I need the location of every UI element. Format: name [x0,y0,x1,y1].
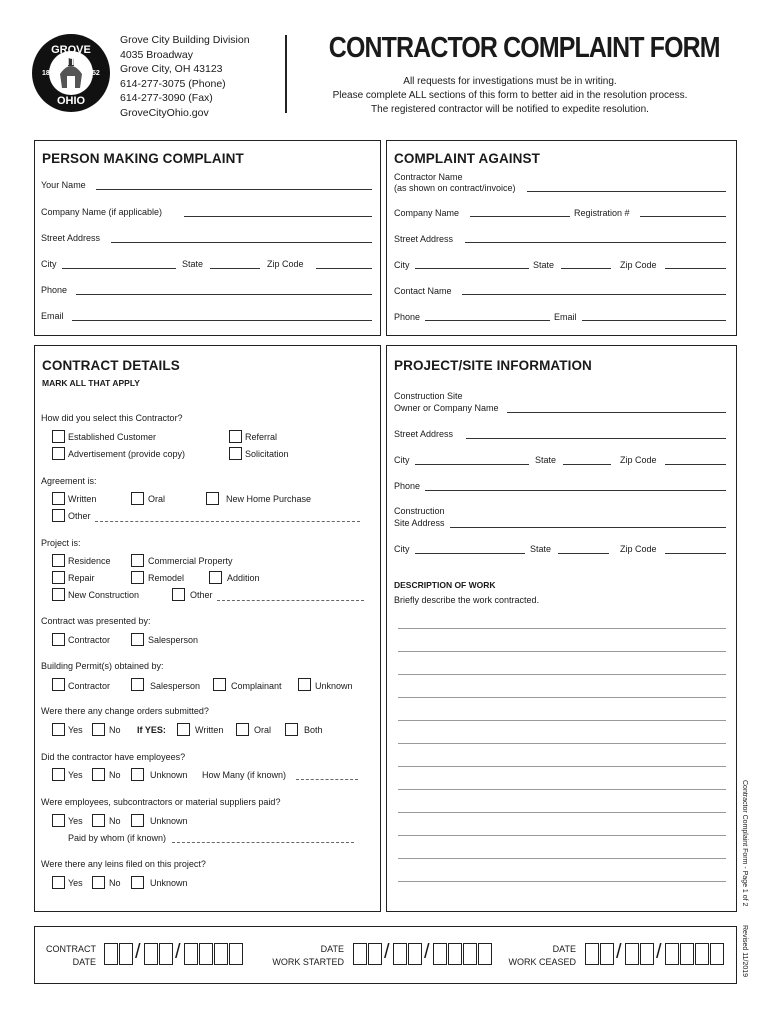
referral-label: Referral [245,432,278,442]
employees-no-label: No [109,770,121,780]
zip-label: Zip Code [267,259,304,269]
oral-checkbox[interactable] [131,492,144,505]
date-digit-box [463,943,477,965]
date-digit-box [229,943,243,965]
remodel-label: Remodel [148,573,185,583]
description-field[interactable] [398,610,726,900]
against-street-label: Street Address [394,234,454,244]
change-both-label: Both [304,725,323,735]
logo-text-bottom: OHIO [56,95,86,107]
against-zip-field[interactable] [665,268,726,269]
against-company-label: Company Name [394,208,460,218]
established-customer-checkbox[interactable] [52,430,65,443]
against-state-field[interactable] [561,268,611,269]
solicitation-checkbox[interactable] [229,447,242,460]
q-agreement: Agreement is: [41,476,97,486]
your-name-field[interactable] [96,189,372,190]
date-digit-box [353,943,367,965]
date-digit-box [448,943,462,965]
date-separator: / [616,941,622,963]
work-started-label-2: WORK STARTED [272,957,344,967]
date-separator: / [384,941,390,963]
project-zip-field[interactable] [665,464,726,465]
description-line [398,674,726,675]
liens-unknown-checkbox[interactable] [131,876,144,889]
date-digit-box [585,943,599,965]
date-digit-box [640,943,654,965]
site-zip-field[interactable] [665,553,726,554]
against-street-field[interactable] [465,242,726,243]
date-digit-box [433,943,447,965]
date-digit-box [144,943,158,965]
date-digit-box [680,943,694,965]
change-no-checkbox[interactable] [92,723,105,736]
date-separator: / [656,941,662,963]
date-digit-box [600,943,614,965]
registration-label: Registration # [574,208,630,218]
if-yes-label: If YES: [137,725,166,735]
liens-yes-label: Yes [68,878,83,888]
new-home-label: New Home Purchase [226,494,312,504]
description-line [398,835,726,836]
org-website[interactable]: GroveCityOhio.gov [120,106,209,119]
intro-line-2: Please complete ALL sections of this form to better aid in the resolution process. [332,90,688,101]
date-digit-box [710,943,724,965]
description-heading: DESCRIPTION OF WORK [394,580,496,590]
q-change-orders: Were there any change orders submitted? [41,706,209,716]
date-digit-box [119,943,133,965]
against-heading: COMPLAINT AGAINST [394,151,540,166]
work-ceased-label-2: WORK CEASED [508,957,576,967]
date-separator: / [135,941,141,963]
street-address-field[interactable] [111,242,372,243]
how-many-label: How Many (if known) [202,770,287,780]
liens-no-label: No [109,878,121,888]
contract-heading: CONTRACT DETAILS [42,358,180,373]
permit-complainant-label: Complainant [231,681,282,691]
description-line [398,743,726,744]
solicitation-label: Solicitation [245,449,289,459]
company-name-label: Company Name (if applicable) [41,207,163,217]
permit-contractor-label: Contractor [68,681,111,691]
city-seal-logo [30,32,112,114]
paid-by-whom-field[interactable] [172,842,354,843]
permit-contractor-checkbox[interactable] [52,678,65,691]
paid-unknown-label: Unknown [150,816,188,826]
description-line [398,858,726,859]
project-zip-label: Zip Code [620,455,657,465]
email-label: Email [41,311,64,321]
paid-unknown-checkbox[interactable] [131,814,144,827]
intro-line-3: The registered contractor will be notified to expedite resolution. [371,104,649,115]
project-city-label: City [394,455,410,465]
logo-text-top: GROVE CITY [51,44,91,68]
contact-name-field[interactable] [462,294,726,295]
site-city-field[interactable] [415,553,525,554]
change-written-label: Written [195,725,224,735]
date-separator: / [424,941,430,963]
advertisement-checkbox[interactable] [52,447,65,460]
date-digit-box [478,943,492,965]
against-email-field[interactable] [582,320,726,321]
contractor-name-field[interactable] [527,191,726,192]
contract-date-label-2: DATE [72,957,96,967]
site-address-field[interactable] [450,527,726,528]
description-line [398,766,726,767]
new-construction-checkbox[interactable] [52,588,65,601]
remodel-checkbox[interactable] [131,571,144,584]
logo-year-left: 18 [42,70,50,77]
against-city-label: City [394,260,410,270]
against-phone-label: Phone [394,312,421,322]
change-yes-checkbox[interactable] [52,723,65,736]
intro-text [300,75,720,117]
paid-by-whom-label: Paid by whom (if known) [68,833,167,843]
site-zip-label: Zip Code [620,544,657,554]
phone-label: Phone [41,285,68,295]
change-written-checkbox[interactable] [177,723,190,736]
description-line [398,720,726,721]
project-state-field[interactable] [563,464,611,465]
description-line [398,697,726,698]
site-state-field[interactable] [558,553,609,554]
registration-field[interactable] [640,216,726,217]
date-digit-box [368,943,382,965]
q-paid: Were employees, subcontractors or material suppliers paid? [41,797,281,807]
date-digit-box [625,943,639,965]
q-liens: Were there any leins filed on this project? [41,859,206,869]
project-other-checkbox[interactable] [172,588,185,601]
site-owner-label-2: Owner or Company Name [394,403,499,413]
written-checkbox[interactable] [52,492,65,505]
intro-line-1: All requests for investigations must be in writing. [403,76,617,87]
employees-yes-label: Yes [68,770,83,780]
org-name: Grove City Building Division [120,34,250,46]
date-digit-box [408,943,422,965]
permit-unknown-label: Unknown [315,681,353,691]
revised-note: Revised 11/2019 [741,925,748,978]
agreement-other-label: Other [68,511,91,521]
agreement-other-field[interactable] [95,521,360,522]
street-address-label: Street Address [41,233,101,243]
project-street-field[interactable] [466,438,726,439]
liens-no-checkbox[interactable] [92,876,105,889]
phone-field[interactable] [76,294,372,295]
description-line [398,651,726,652]
project-street-label: Street Address [394,429,454,439]
logo-year-right: 52 [92,70,100,77]
project-city-field[interactable] [415,464,529,465]
permit-unknown-checkbox[interactable] [298,678,311,691]
liens-unknown-label: Unknown [150,878,188,888]
established-customer-label: Established Customer [68,432,157,442]
org-phone: 614-277-3075 (Phone) [120,77,226,90]
project-heading: PROJECT/SITE INFORMATION [394,358,592,373]
project-phone-field[interactable] [425,490,726,491]
q-presented: Contract was presented by: [41,616,151,626]
site-city-label: City [394,544,410,554]
project-other-field[interactable] [217,600,364,601]
project-state-label: State [535,455,557,465]
work-ceased-input[interactable] [585,943,725,967]
date-digit-box [159,943,173,965]
project-other-label: Other [190,590,213,600]
date-separator: / [175,941,181,963]
repair-label: Repair [68,573,95,583]
contract-date-label [44,943,96,969]
state-field[interactable] [210,268,260,269]
date-digit-box [665,943,679,965]
against-company-field[interactable] [470,216,570,217]
site-state-label: State [530,544,552,554]
date-digit-box [214,943,228,965]
residence-checkbox[interactable] [52,554,65,567]
liens-yes-checkbox[interactable] [52,876,65,889]
q-select-contractor: How did you select this Contractor? [41,413,183,423]
q-project: Project is: [41,538,81,548]
date-digit-box [104,943,118,965]
site-owner-field[interactable] [507,412,726,413]
presented-salesperson-label: Salesperson [148,635,199,645]
paid-no-label: No [109,816,121,826]
change-oral-checkbox[interactable] [236,723,249,736]
against-zip-label: Zip Code [620,260,657,270]
commercial-label: Commercial Property [148,556,233,566]
change-no-label: No [109,725,121,735]
person-heading: PERSON MAKING COMPLAINT [42,151,244,166]
contract-section-box [34,345,381,912]
date-digit-box [393,943,407,965]
contact-name-label: Contact Name [394,286,452,296]
permit-salesperson-label: Salesperson [150,681,201,691]
how-many-field[interactable] [296,779,358,780]
header-divider [285,35,287,113]
zip-field[interactable] [316,268,372,269]
org-street: 4035 Broadway [120,48,193,61]
presented-contractor-checkbox[interactable] [52,633,65,646]
email-field[interactable] [72,320,372,321]
employees-yes-checkbox[interactable] [52,768,65,781]
paid-yes-label: Yes [68,816,83,826]
q-permit: Building Permit(s) obtained by: [41,661,164,671]
against-phone-field[interactable] [425,320,550,321]
org-city: Grove City, OH 43123 [120,63,223,75]
contract-subheading: MARK ALL THAT APPLY [42,378,140,388]
city-field[interactable] [62,268,176,269]
work-ceased-label-1: DATE [552,944,576,954]
against-city-field[interactable] [415,268,529,269]
description-line [398,812,726,813]
org-fax: 614-277-3090 (Fax) [120,92,213,104]
employees-unknown-label: Unknown [150,770,188,780]
paid-yes-checkbox[interactable] [52,814,65,827]
advertisement-label: Advertisement (provide copy) [68,449,186,459]
site-address-label-1: Construction [394,506,445,516]
presented-salesperson-checkbox[interactable] [131,633,144,646]
employees-no-checkbox[interactable] [92,768,105,781]
written-label: Written [68,494,97,504]
org-address-block [120,33,250,120]
addition-label: Addition [227,573,260,583]
repair-checkbox[interactable] [52,571,65,584]
referral-checkbox[interactable] [229,430,242,443]
new-construction-label: New Construction [68,590,140,600]
commercial-checkbox[interactable] [131,554,144,567]
site-owner-label-1: Construction Site [394,391,463,401]
q-employees: Did the contractor have employees? [41,752,186,762]
your-name-label: Your Name [41,180,86,190]
against-email-label: Email [554,312,577,322]
date-digit-box [184,943,198,965]
date-digit-box [695,943,709,965]
new-home-checkbox[interactable] [206,492,219,505]
form-title: CONTRACTOR COMPLAINT FORM [328,32,720,64]
change-both-checkbox[interactable] [285,723,298,736]
date-digit-box [199,943,213,965]
against-state-label: State [533,260,555,270]
description-line [398,789,726,790]
paid-no-checkbox[interactable] [92,814,105,827]
presented-contractor-label: Contractor [68,635,111,645]
residence-label: Residence [68,556,111,566]
page-note: Contractor Complaint Form - Page 1 of 2 [741,780,748,907]
state-label: State [182,259,204,269]
work-started-input[interactable] [353,943,493,967]
description-line [398,628,726,629]
work-started-label-1: DATE [320,944,344,954]
city-label: City [41,259,57,269]
work-ceased-label [500,943,576,969]
addition-checkbox[interactable] [209,571,222,584]
contractor-name-note: (as shown on contract/invoice) [394,183,516,193]
project-phone-label: Phone [394,481,421,491]
description-line [398,881,726,882]
agreement-other-checkbox[interactable] [52,509,65,522]
contractor-name-label: Contractor Name [394,172,463,182]
work-started-label [264,943,344,969]
employees-unknown-checkbox[interactable] [131,768,144,781]
permit-salesperson-checkbox[interactable] [131,678,144,691]
change-oral-label: Oral [254,725,272,735]
site-address-label-2: Site Address [394,518,445,528]
contract-date-input[interactable] [104,943,244,967]
description-note: Briefly describe the work contracted. [394,595,540,605]
company-name-field[interactable] [184,216,372,217]
contract-date-label-1: CONTRACT [46,944,96,954]
permit-complainant-checkbox[interactable] [213,678,226,691]
change-yes-label: Yes [68,725,83,735]
oral-label: Oral [148,494,166,504]
